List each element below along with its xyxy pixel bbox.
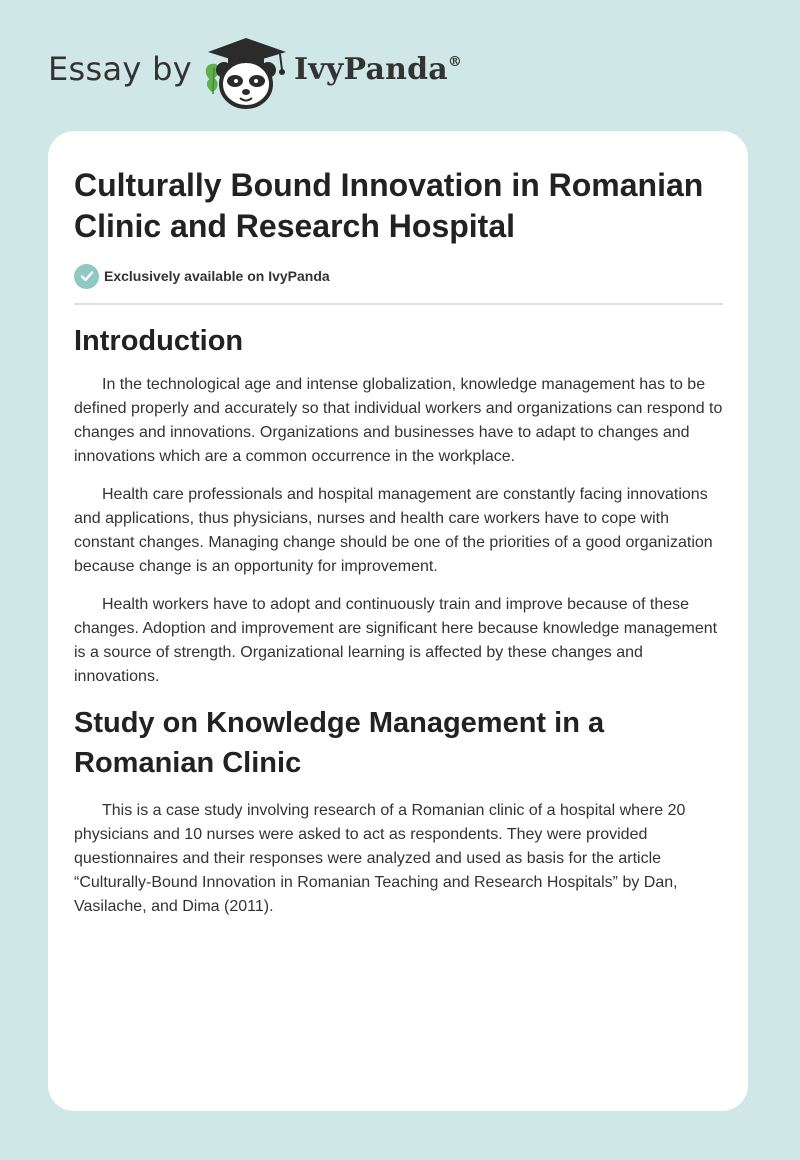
- section-heading-study: Study on Knowledge Management in a Romanian Clinic: [74, 707, 605, 779]
- badge-text: Exclusively available on IvyPanda: [104, 268, 330, 284]
- article-title: Culturally Bound Innovation in Romanian Clinic and Research Hospital: [74, 167, 704, 244]
- paragraph: Health workers have to adopt and continuously train and improve because of these changes. Adoption and improvement are significant here because knowledge management is a source of strength. Organizational learning is affected by these changes and innovations.: [74, 596, 718, 685]
- paragraph: In the technological age and intense globalization, knowledge management has to be defined properly and accurately so that individual workers and organizations can respond to changes and innovations. Organizations and businesses have to adapt to changes and innovations which are a common occurrence in the workplace.: [74, 376, 723, 465]
- section-heading-introduction: Introduction: [74, 325, 244, 357]
- paragraph: This is a case study involving research of a Romanian clinic of a hospital where 20 physicians and 10 nurses were asked to act as respondents. They were provided questionnaires and their responses were analyzed and used as basis for the article “Culturally-Bound Innovation in Romanian Teaching and Research Hospitals” by Dan, Vasilache, and Dima (2011).: [74, 802, 686, 915]
- article-card: [48, 131, 748, 1111]
- site-header: [0, 0, 800, 130]
- brand-name-text: IvyPanda: [294, 52, 448, 87]
- check-icon: [74, 264, 99, 289]
- exclusive-badge: [74, 263, 330, 289]
- title-divider: [74, 303, 723, 305]
- article-body: [74, 321, 724, 933]
- brand-name[interactable]: [294, 52, 462, 87]
- panda-graduation-cap-icon[interactable]: [200, 34, 292, 112]
- brand-prefix: Essay by: [48, 50, 192, 88]
- registered-mark: ®: [447, 54, 463, 70]
- paragraph: Health care professionals and hospital management are constantly facing innovations and applications, thus physicians, nurses and health care workers have to cope with constant changes. Managing change should be one of the priorities of a good organization because change is an opportunity for improvement.: [74, 486, 713, 575]
